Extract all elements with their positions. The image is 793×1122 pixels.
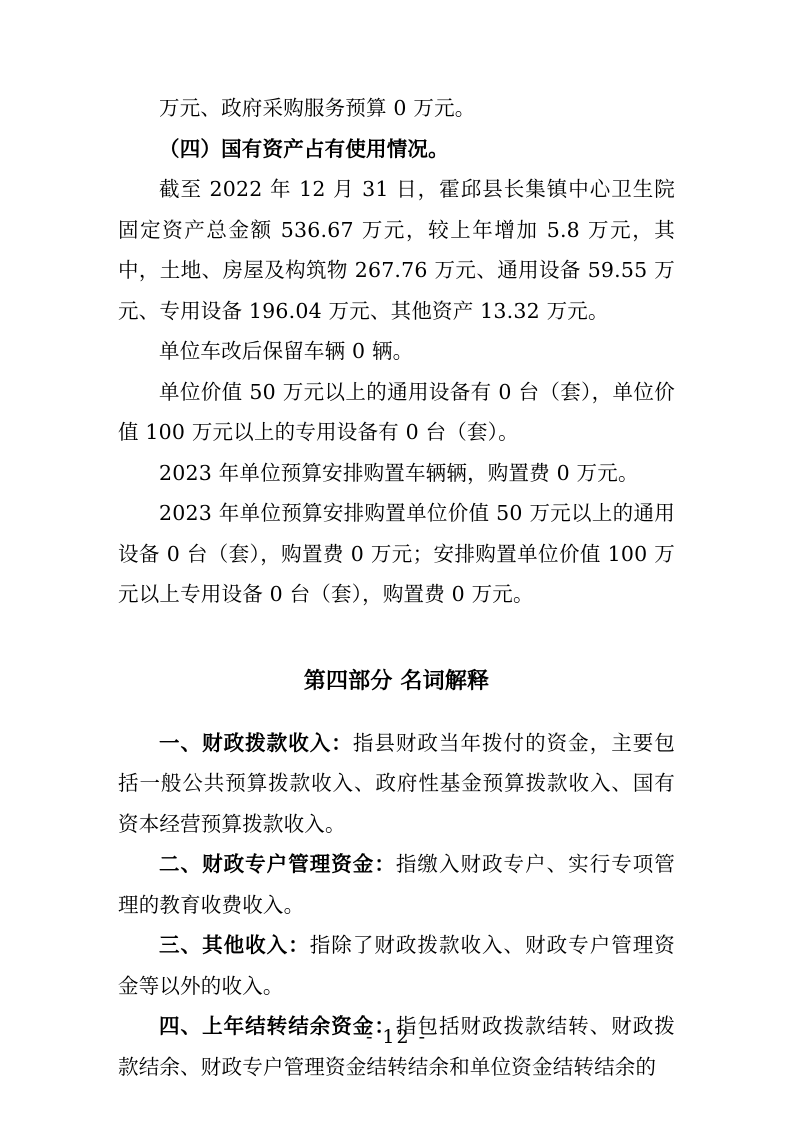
page-number: - 12 - <box>365 1026 428 1048</box>
paragraph-fixed-assets-total: 截至 2022 年 12 月 31 日，霍邱县长集镇中心卫生院固定资产总金额 536.67 万元，较上年增加 5.8 万元，其中，土地、房屋及构筑物 267.76 万元、通用设备 59.55 万元、专用设备 196.04 万元、其他资产 13.32 万元。 <box>118 177 675 323</box>
term-label-4: 四、上年结转结余资金： <box>159 1014 396 1038</box>
paragraph-2023-vehicle-purchase: 2023 年单位预算安排购置车辆辆，购置费 0 万元。 <box>159 460 639 485</box>
section-heading-part-four: 第四部分 名词解释 <box>303 667 490 694</box>
term-label-1: 一、财政拨款收入： <box>159 730 353 755</box>
term-entry-fiscal-appropriation-income <box>118 723 675 845</box>
section-spacer <box>118 615 675 661</box>
subsection-heading-state-assets: （四）国有资产占有使用情况。 <box>159 136 449 161</box>
paragraph-equipment-value-threshold: 单位价值 50 万元以上的通用设备有 0 台（套），单位价值 100 万元以上的专用设备有 0 台（套）。 <box>118 379 675 444</box>
paragraph-vehicles-retained: 单位车改后保留车辆 0 辆。 <box>159 339 414 363</box>
term-entry-other-income <box>118 925 675 1006</box>
term-entry-special-account-funds <box>118 844 675 925</box>
paragraph-continued-budget: 万元、政府采购服务预算 0 万元。 <box>159 96 476 120</box>
heading-spacer <box>118 701 675 723</box>
term-definition-2: 指缴入财政专户、实行专项管理的教育收费收入。 <box>118 852 676 917</box>
document-body <box>118 88 675 1087</box>
term-definition-1: 指县财政当年拨付的资金，主要包括一般公共预算拨款收入、政府性基金预算拨款收入、国有资本经营预算拨款收入。 <box>118 730 675 836</box>
term-definition-3: 指除了财政拨款收入、财政专户管理资金等以外的收入。 <box>118 933 675 998</box>
term-definition-4: 指包括财政拨款结转、财政拨款结余、财政专户管理资金结转结余和单位资金结转结余的 <box>118 1014 676 1079</box>
term-label-3: 三、其他收入： <box>159 933 310 957</box>
term-label-2: 二、财政专户管理资金： <box>159 852 396 876</box>
paragraph-2023-equipment-purchase: 2023 年单位预算安排购置单位价值 50 万元以上的通用设备 0 台（套），购置费 0 万元；安排购置单位价值 100 万元以上专用设备 0 台（套），购置费 0 万元。 <box>118 501 675 606</box>
